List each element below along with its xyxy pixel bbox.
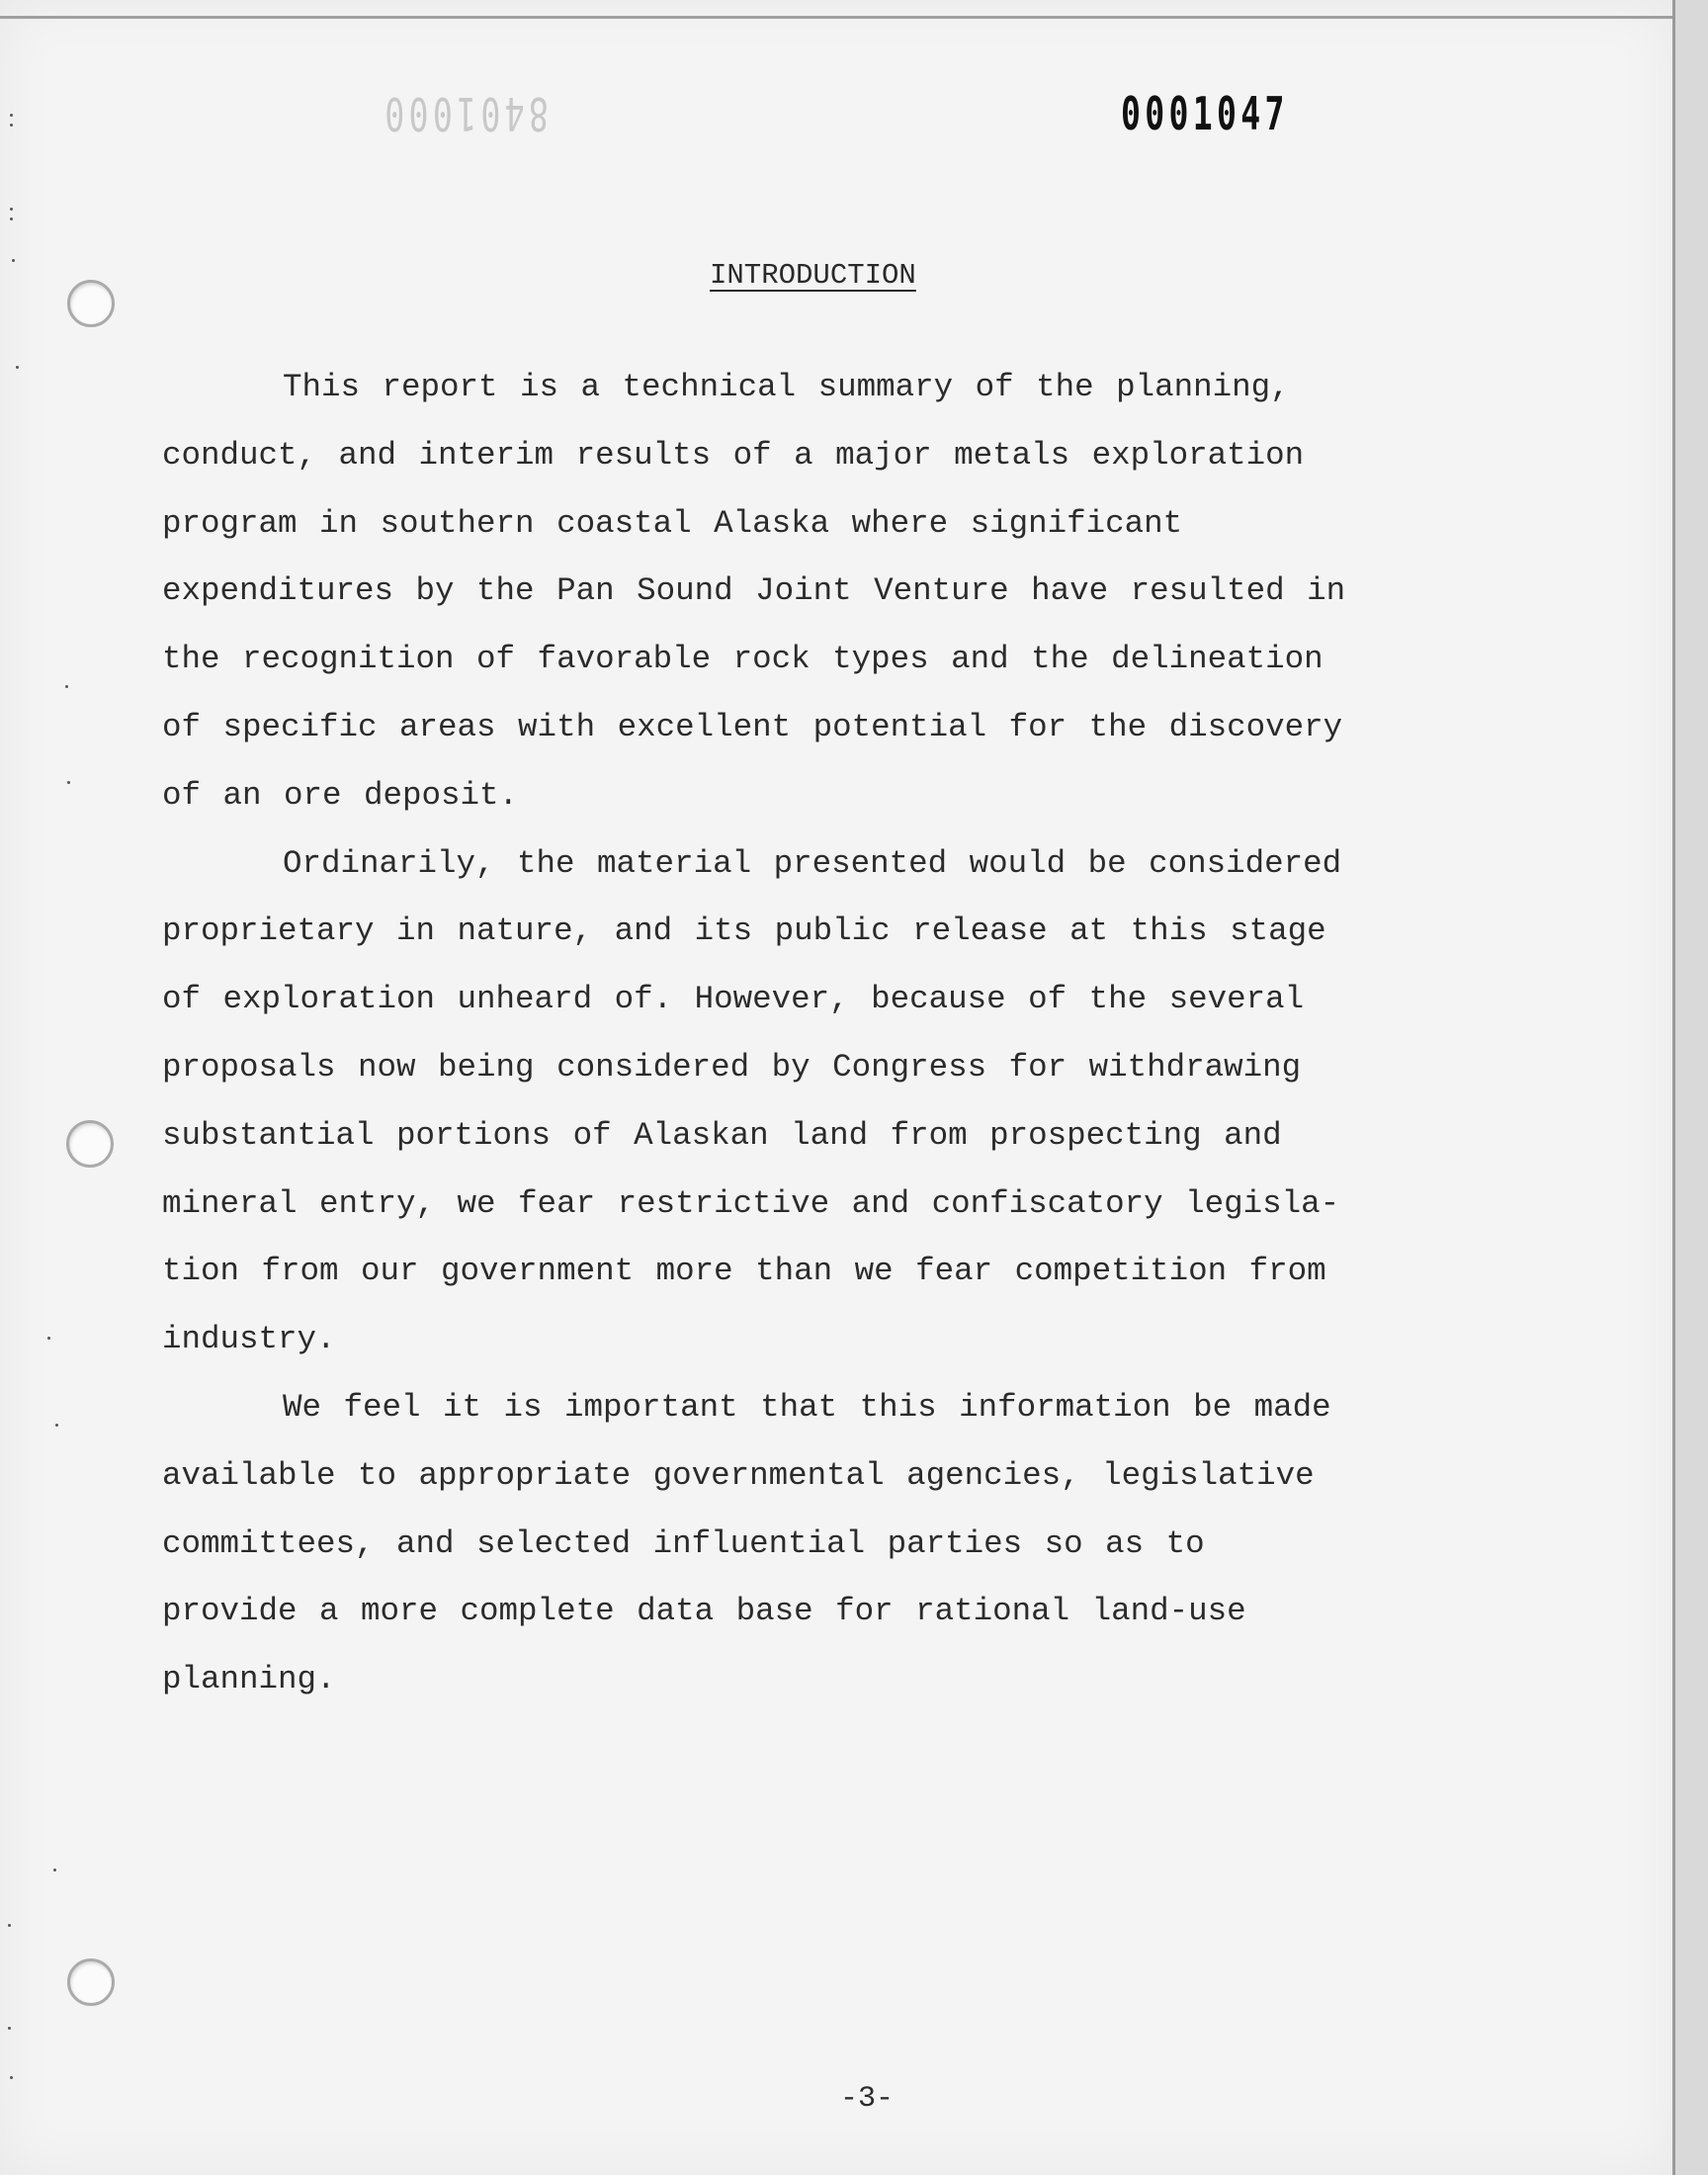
paragraph-2-line-2: proprietary in nature, and its public release at this stage bbox=[162, 913, 1326, 950]
section-heading: INTRODUCTION bbox=[710, 259, 916, 292]
body-text bbox=[162, 354, 1398, 1714]
paragraph-2-line-8: industry. bbox=[162, 1321, 336, 1358]
paragraph-2-line-1: Ordinarily, the material presented would be considered bbox=[283, 844, 1342, 882]
margin-speck bbox=[53, 1869, 56, 1871]
margin-speck bbox=[10, 114, 13, 117]
bleed-through-stamp: 8401000 bbox=[381, 87, 549, 140]
document-stamp-number: 0001047 bbox=[1121, 87, 1289, 140]
page-top-edge bbox=[0, 16, 1672, 19]
margin-speck bbox=[65, 685, 68, 688]
punch-hole-middle bbox=[66, 1120, 114, 1168]
paragraph-2-line-4: proposals now being considered by Congress for withdrawing bbox=[162, 1048, 1302, 1086]
paragraph-1-line-5: the recognition of favorable rock types and the delineation bbox=[162, 641, 1324, 678]
paragraph-2-line-5: substantial portions of Alaskan land from prospecting and bbox=[162, 1116, 1282, 1154]
margin-speck bbox=[10, 218, 13, 220]
paragraph-1-line-6: of specific areas with excellent potential for the discovery bbox=[162, 708, 1343, 745]
paragraph-3-line-5: planning. bbox=[162, 1661, 336, 1698]
margin-speck bbox=[55, 1424, 58, 1427]
margin-speck bbox=[8, 1924, 11, 1927]
margin-speck bbox=[8, 2027, 11, 2030]
paragraph-3-line-1: We feel it is important that this information be made bbox=[283, 1388, 1331, 1426]
margin-speck bbox=[47, 1337, 50, 1340]
paragraph-2-line-7: tion from our government more than we fear competition from bbox=[162, 1253, 1326, 1290]
paragraph-1-line-2: conduct, and interim results of a major metals exploration bbox=[162, 436, 1305, 474]
paragraph-1-line-1: This report is a technical summary of the planning, bbox=[283, 369, 1290, 405]
margin-speck bbox=[10, 124, 13, 127]
paragraph-2-line-6: mineral entry, we fear restrictive and confiscatory legisla- bbox=[162, 1184, 1340, 1222]
paragraph-1-line-7: of an ore deposit. bbox=[162, 776, 519, 814]
page-number: -3- bbox=[840, 2082, 895, 2116]
margin-speck bbox=[10, 208, 13, 211]
margin-speck bbox=[12, 259, 15, 262]
paragraph-1-line-3: program in southern coastal Alaska where significant bbox=[162, 504, 1183, 542]
paragraph-3-line-4: provide a more complete data base for rational land-use bbox=[162, 1593, 1246, 1630]
paragraph-1-line-4: expenditures by the Pan Sound Joint Venture have resulted in bbox=[162, 572, 1346, 610]
paragraph-3-line-2: available to appropriate governmental agencies, legislative bbox=[162, 1456, 1315, 1494]
punch-hole-top bbox=[67, 280, 115, 327]
paragraph-2-line-3: of exploration unheard of. However, because of the several bbox=[162, 981, 1305, 1018]
punch-hole-bottom bbox=[67, 1958, 115, 2006]
paragraph-3-line-3: committees, and selected influential parties so as to bbox=[162, 1524, 1205, 1562]
margin-speck bbox=[67, 781, 70, 784]
margin-speck bbox=[10, 2076, 13, 2079]
margin-speck bbox=[16, 366, 19, 369]
